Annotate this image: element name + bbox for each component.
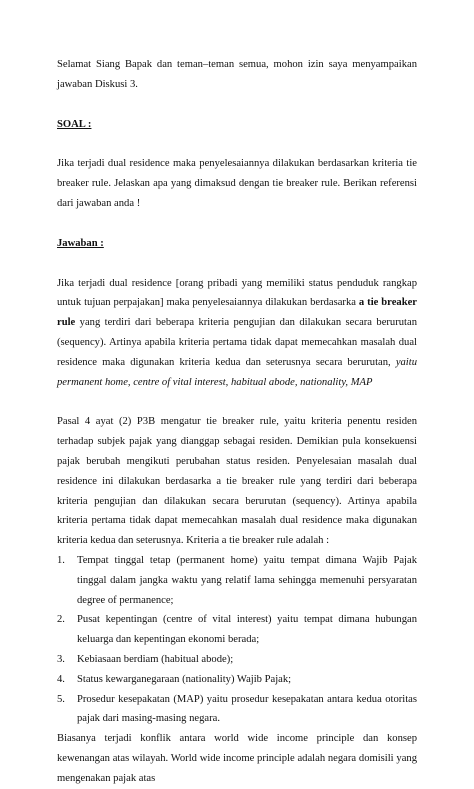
list-item-number: 3. bbox=[57, 653, 65, 665]
tie-breaker-rule-bold: a tie breaker rule bbox=[57, 297, 417, 329]
jawaban-heading: Jawaban : bbox=[57, 237, 104, 249]
list-item-text: Kebiasaan berdiam (habitual abode); bbox=[77, 653, 234, 665]
answer-paragraph-1-text: Jika terjadi dual residence [orang pribadi yang memiliki status penduduk rangkap untuk tujuan perpajakan] maka penyelesaiannya dilakukan berdasarka bbox=[57, 277, 417, 309]
list-item bbox=[57, 610, 417, 650]
list-item-text: Pusat kepentingan (centre of vital interest) yaitu tempat dimana hubungan keluarga dan kepentingan ekonomi berada; bbox=[77, 614, 417, 646]
list-item bbox=[57, 690, 417, 730]
list-item-text: Tempat tinggal tetap (permanent home) yaitu tempat dimana Wajib Pajak tinggal dalam jangka waktu yang relatif lama sehingga memenuhi persyaratan degree of permanence; bbox=[77, 554, 417, 606]
answer-paragraph-1 bbox=[57, 274, 417, 393]
answer-paragraph-3: Biasanya terjadi konflik antara world wide income principle dan konsep kewenangan atas wilayah. World wide income principle adalah negara domisili yang mengenakan pajak atas bbox=[57, 733, 417, 784]
list-item-number: 1. bbox=[57, 554, 65, 566]
soal-paragraph: Jika terjadi dual residence maka penyelesaiannya dilakukan berdasarkan kriteria tie breaker rule. Jelaskan apa yang dimaksud dengan tie breaker rule. Berikan referensi dari jawaban anda ! bbox=[57, 158, 417, 209]
criteria-italic: yaitu permanent home, centre of vital interest, habitual abode, nationality, MAP bbox=[57, 356, 417, 388]
soal-heading: SOAL : bbox=[57, 118, 92, 130]
list-item bbox=[57, 670, 417, 690]
list-item-number: 5. bbox=[57, 693, 65, 705]
list-item bbox=[57, 551, 417, 610]
list-item-text: Status kewarganegaraan (nationality) Wajib Pajak; bbox=[77, 673, 292, 685]
answer-paragraph-1-text-2: yang terdiri dari beberapa kriteria pengujian dan dilakukan secara berurutan (sequency). Artinya apabila kriteria pertama tidak dapat memecahkan masalah dual residence maka digunakan kriteria kedua dan seterusnya secara berurutan, bbox=[57, 317, 417, 368]
list-item-text: Prosedur kesepakatan (MAP) yaitu prosedur kesepakatan antara kedua otoritas pajak dari masing-masing negara. bbox=[77, 693, 417, 725]
list-item bbox=[57, 650, 417, 670]
list-item-number: 2. bbox=[57, 614, 65, 626]
document-body bbox=[57, 55, 417, 789]
greeting-paragraph: Selamat Siang Bapak dan teman–teman semua, mohon izin saya menyampaikan jawaban Diskusi 3. bbox=[57, 59, 417, 90]
criteria-list bbox=[57, 551, 417, 729]
answer-paragraph-2: Pasal 4 ayat (2) P3B mengatur tie breaker rule, yaitu kriteria penentu residen terhadap subjek pajak yang dianggap sebagai residen. Demikian pula konsekuensi pajak berubah mengikuti perubahan status residen. Penyelesaian masalah dual residence ini dilakukan berdasarka a tie breaker rule yang terdiri dari beberapa kriteria pengujian dan dilakukan secara berurutan (sequency). Artinya apabila kriteria pertama tidak dapat memecahkan masalah dual residence maka digunakan kriteria kedua dan seterusnya. Kriteria a tie breaker rule adalah : bbox=[57, 416, 417, 547]
list-item-number: 4. bbox=[57, 673, 65, 685]
